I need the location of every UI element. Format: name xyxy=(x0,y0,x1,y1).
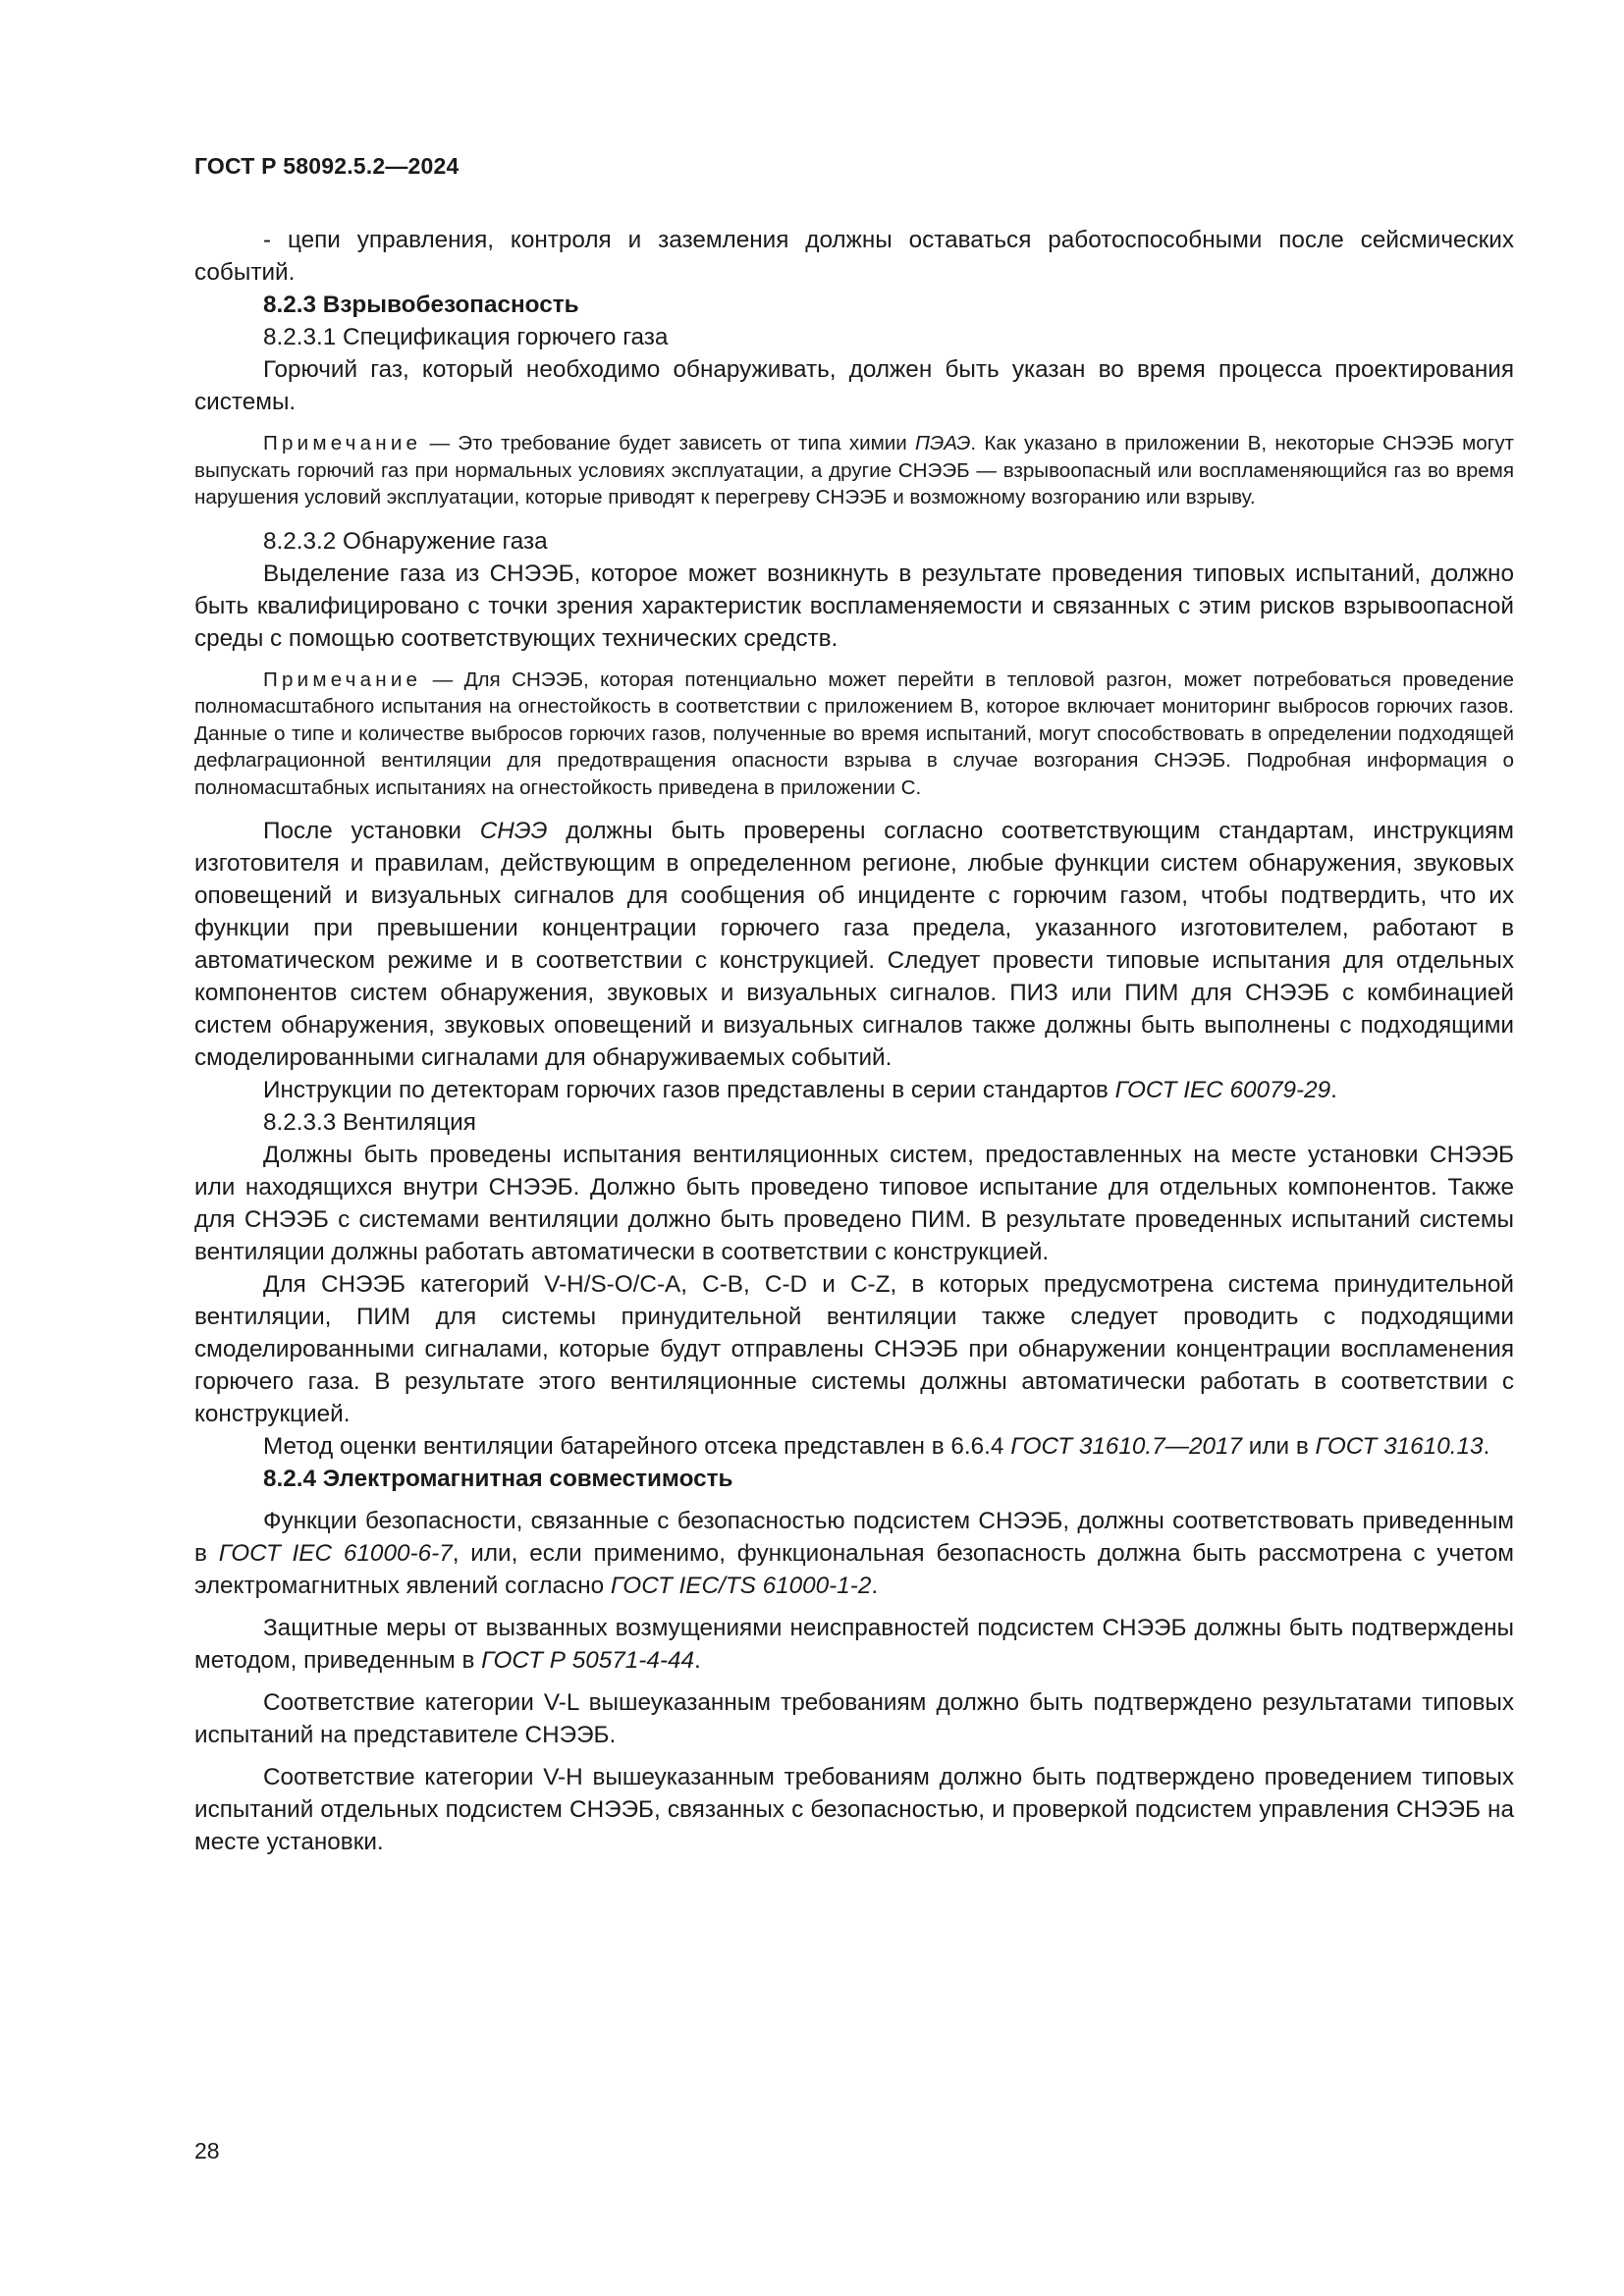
standard-reference: ГОСТ IEC/TS 61000-1-2 xyxy=(610,1573,872,1599)
note-label: Примечание xyxy=(263,432,422,454)
text-run: . xyxy=(694,1647,701,1674)
note-label: Примечание xyxy=(263,667,422,691)
text-run: или в xyxy=(1242,1433,1316,1460)
body-paragraph: Горючий газ, который необходимо обнаруживать, должен быть указан во время процесса проектирования системы. xyxy=(194,356,1514,415)
text-run: Метод оценки вентиляции батарейного отсека представлен в 6.6.4 xyxy=(263,1433,1011,1460)
text-run: . xyxy=(1330,1077,1337,1103)
text-run: — Для СНЭЭБ, которая потенциально может перейти в тепловой разгон, может потребоваться проведение полномасштабного испытания на огнестойкость в соответствии с приложением В, которое включает мониторинг выбросов горючих газов. Данные о типе и количестве выбросов горючих газов, полученные во время испытаний, могут способствовать в определении подходящей дефлаграционной вентиляции для предотвращения опасности взрыва в случае возгорания СНЭЭБ. Подробная информация о полномасштабных испытаниях на огнестойкость приведена в приложении С. xyxy=(194,667,1514,799)
standard-reference: ГОСТ 31610.7—2017 xyxy=(1010,1433,1243,1460)
text-run: Инструкции по детекторам горючих газов представлены в серии стандартов xyxy=(263,1077,1115,1103)
text-run: . xyxy=(871,1573,879,1599)
standard-reference: ГОСТ IEC 60079-29 xyxy=(1114,1077,1331,1103)
text-run: Защитные меры от вызванных возмущениями неисправностей подсистем СНЭЭБ должны быть подтверждены методом, приведенным в xyxy=(194,1615,1514,1674)
body-paragraph: 8.2.3.3 Вентиляция xyxy=(263,1109,476,1136)
body-paragraph: Выделение газа из СНЭЭБ, которое может возникнуть в результате проведения типовых испытаний, должно быть квалифицировано с точки зрения характеристик воспламеняемости и связанных с этим рисков взрывоопасной среды с помощью соответствующих технических средств. xyxy=(194,560,1514,652)
standard-designation: ГОСТ Р 58092.5.2—2024 xyxy=(194,153,460,179)
document-body xyxy=(194,224,1514,1858)
body-paragraph: Для СНЭЭБ категорий V-H/S-O/C-A, C-B, C-D и C-Z, в которых предусмотрена система принудительной вентиляции, ПИМ для системы принудительной вентиляции также следует проводить с подходящими смоделированными сигналами, которые будут отправлены СНЭЭБ при обнаружении концентрации воспламенения горючего газа. В результате этого вентиляционные системы должны автоматически работать в соответствии с конструкцией. xyxy=(194,1271,1514,1427)
text-run: , или, если применимо, функциональная безопасность должна быть рассмотрена с учетом электромагнитных явлений согласно xyxy=(194,1540,1514,1599)
body-paragraph: Соответствие категории V-H вышеуказанным требованиям должно быть подтверждено проведением типовых испытаний отдельных подсистем СНЭЭБ, связанных с безопасностью, и проверкой подсистем управления СНЭЭБ на месте установки. xyxy=(194,1764,1514,1855)
body-paragraph xyxy=(194,1430,1514,1463)
page-number: 28 xyxy=(194,2138,220,2163)
body-paragraph: 8.2.3.1 Спецификация горючего газа xyxy=(263,324,669,350)
body-paragraph xyxy=(194,815,1514,1074)
body-paragraph xyxy=(194,1612,1514,1677)
section-heading: 8.2.4 Электромагнитная совместимость xyxy=(263,1466,733,1492)
body-paragraph: Должны быть проведены испытания вентиляционных систем, предоставленных на месте установки СНЭЭБ или находящихся внутри СНЭЭБ. Должно быть проведено типовое испытание для отдельных компонентов. Также для СНЭЭБ с системами вентиляции должно быть проведено ПИМ. В результате проведенных испытаний системы вентиляции должны работать автоматически в соответствии с конструкцией. xyxy=(194,1142,1514,1265)
text-run: Функции безопасности, связанные с безопасностью подсистем СНЭЭБ, должны соответствовать приведенным в xyxy=(194,1508,1514,1567)
section-heading: 8.2.3 Взрывобезопасность xyxy=(263,292,579,318)
body-paragraph: Соответствие категории V-L вышеуказанным требованиям должно быть подтверждено результатами типовых испытаний на представителе СНЭЭБ. xyxy=(194,1689,1514,1748)
standard-reference: ГОСТ Р 50571-4-44 xyxy=(481,1647,694,1674)
text-run: . Как указано в приложении В, некоторые СНЭЭБ могут выпускать горючий газ при нормальных условиях эксплуатации, а другие СНЭЭБ — взрывоопасный или воспламеняющийся газ во время нарушения условий эксплуатации, которые приводят к перегреву СНЭЭБ и возможному возгоранию или взрыву. xyxy=(194,432,1514,508)
standard-reference: ГОСТ IEC 61000-6-7 xyxy=(218,1540,453,1567)
body-paragraph xyxy=(194,1505,1514,1602)
body-paragraph: 8.2.3.2 Обнаружение газа xyxy=(263,527,548,555)
text-run: должны быть проверены согласно соответствующим стандартам, инструкциям изготовителя и правилам, действующим в определенном регионе, любые функции систем обнаружения, звуковых оповещений и визуальных сигналов для сообщения об инциденте с горючим газом, чтобы подтвердить, что их функции при превышении концентрации горючего газа предела, указанного изготовителем, работают в автоматическом режиме и в соответствии с конструкцией. Следует провести типовые испытания для отдельных компонентов систем обнаружения, звуковых и визуальных сигналов. ПИЗ или ПИМ для СНЭЭБ с комбинацией систем обнаружения, звуковых оповещений и визуальных сигналов также должны быть выполнены с подходящими смоделированными сигналами для обнаруживаемых событий. xyxy=(194,818,1514,1071)
text-run: После установки xyxy=(263,818,480,844)
standard-reference: ГОСТ 31610.13 xyxy=(1315,1433,1484,1460)
text-run: — Это требование будет зависеть от типа химии xyxy=(421,432,916,454)
body-paragraph: - цепи управления, контроля и заземления должны оставаться работоспособными после сейсмических событий. xyxy=(194,227,1514,286)
standard-reference: ПЭАЭ xyxy=(915,432,971,454)
note-paragraph xyxy=(194,430,1514,511)
note-paragraph xyxy=(194,667,1514,802)
standard-reference: СНЭЭ xyxy=(479,818,548,844)
text-run: . xyxy=(1483,1433,1490,1460)
body-paragraph xyxy=(194,1074,1514,1106)
